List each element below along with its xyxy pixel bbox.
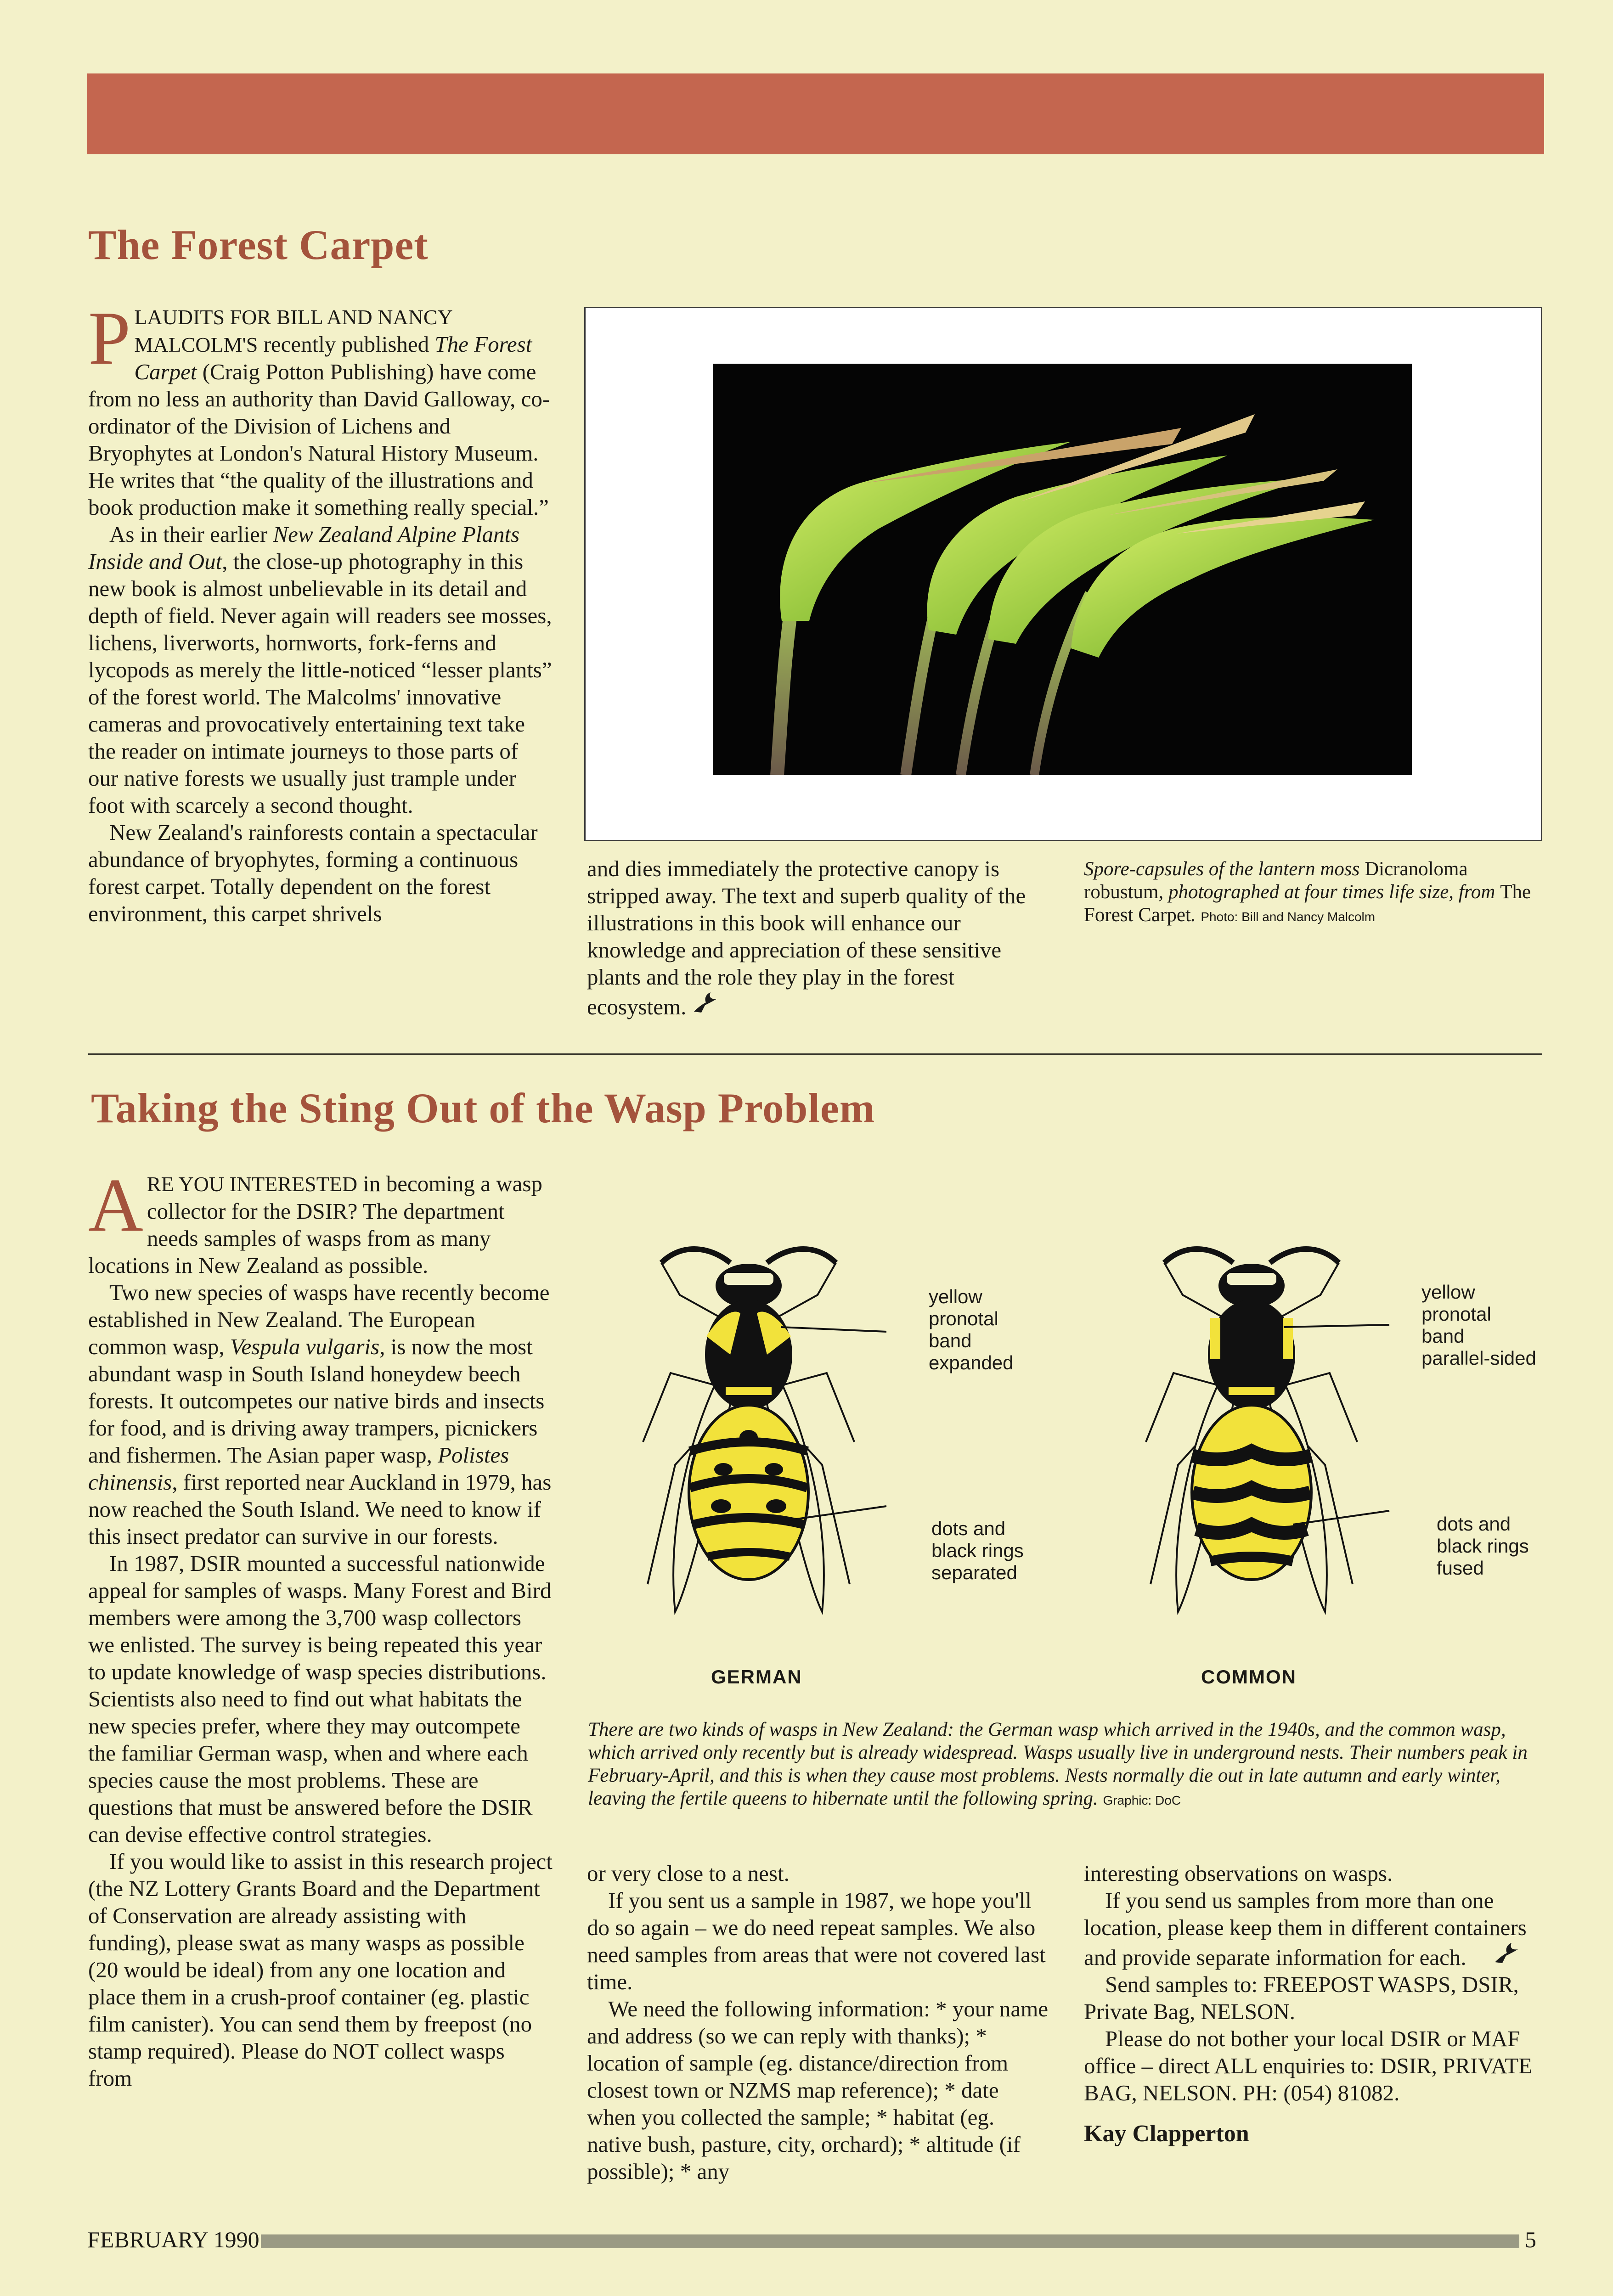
german-wasp-drawing <box>643 1249 886 1612</box>
paragraph: Send samples to: FREEPOST WASPS, DSIR, Private Bag, NELSON. <box>1084 1972 1519 2024</box>
wasp-diagram <box>588 1235 1543 1704</box>
paragraph: Please do not bother your local DSIR or MAF office – direct ALL enquiries to: DSIR, PRIVATE BAG, NELSON. PH: (054) 81082. <box>1084 2026 1533 2105</box>
graphic-credit: Graphic: DoC <box>1103 1793 1181 1807</box>
article-title: Taking the Sting Out of the Wasp Problem <box>91 1085 875 1131</box>
issue-date: FEBRUARY 1990 <box>87 2227 259 2252</box>
german-wasp-label: GERMAN <box>711 1666 802 1688</box>
article-title: The Forest Carpet <box>88 221 429 268</box>
paragraph: If you would like to assist in this research project (the NZ Lottery Grants Board and the Department of Conservation are already assisting with funding), please swat as many wasps as possible (20 would be ideal) from any one location and place them in a crush-proof container (eg. plastic film canister). You can send them by freepost (no stamp required). Please do NOT collect wasps from <box>88 1849 553 2091</box>
paragraph: New Zealand's rainforests contain a spectacular abundance of bryophytes, forming a continuous forest carpet. Totally dependent on the forest environment, this carpet shrivels <box>88 820 538 926</box>
common-wasp-drawing <box>1146 1249 1389 1612</box>
top-banner <box>87 73 1544 154</box>
common-abdomen-label: dots and black rings fused <box>1437 1513 1529 1579</box>
paragraph: If you sent us a sample in 1987, we hope you'll do so again – we do need repeat samples. We also need samples from areas that were not covered last time. <box>587 1888 1046 1994</box>
book-title: New Zealand Alpine Plants Inside and Out <box>88 522 520 574</box>
species-name: Vespula vulgaris, <box>230 1334 385 1359</box>
article-column <box>587 855 1051 1020</box>
article-column <box>587 1860 1051 2185</box>
paragraph: We need the following information: * your name and address (so we can reply with thanks); * location of sample (eg. distance/direction from closest town or NZMS map reference); * date when you collected the sample; * habitat (eg. native bush, pasture, city, orchard); * altitude (if possible); * any <box>587 1996 1049 2184</box>
paragraph: In 1987, DSIR mounted a successful nationwide appeal for samples of wasps. Many Forest and Bird members were among the 3,700 wasp collectors we enlisted. The survey is being repeated this year to update knowledge of wasp species distributions. Scientists also need to find out what habitats the new species prefer, where they may outcompete the familiar German wasp, when and where each species cause the most problems. These are questions that must be answered before the DSIR can devise effective control strategies. <box>88 1551 552 1847</box>
moss-photo <box>713 364 1412 775</box>
paragraph: PLAUDITS FOR BILL AND NANCY MALCOLM'S recently published The Forest Carpet (Craig Potton Publishing) have come from no less an authority than David Galloway, co-ordinator of the Division of Lichens and Bryophytes at London's Natural History Museum. He writes that “the quality of the illustrations and book production make it something really special.” <box>88 296 550 520</box>
diagram-caption: There are two kinds of wasps in New Zealand: the German wasp which arrived in the 1940s, and the common wasp, which arrived only recently but is already widespread. Wasps usually live in underground nests. Their numbers peak in February-April, and this is when they cause most problems. Nests normally die out in late autumn and early winter, leaving the fertile queens to hibernate until the following spring. Graphic: DoC <box>588 1719 1528 1809</box>
paragraph: ARE YOU INTERESTED in becoming a wasp collector for the DSIR? The department needs samples of wasps from as many locations in New Zealand as possible. <box>88 1163 542 1278</box>
common-pronotal-label: yellow pronotal band parallel-sided <box>1421 1281 1536 1369</box>
photo-caption: Spore-capsules of the lantern moss Dicranoloma robustum, photographed at four times life size, from The Forest Carpet. Photo: Bill and Nancy Malcolm <box>1084 858 1531 926</box>
bird-end-mark-icon <box>692 990 719 1020</box>
paragraph: If you send us samples from more than one location, please keep them in different containers and provide separate information for each. <box>1084 1888 1527 1970</box>
article-column <box>88 1163 553 2092</box>
bird-end-mark-icon <box>1472 1941 1520 1971</box>
species-name: Polistes chinensis <box>88 1442 509 1495</box>
german-pronotal-label: yellow pronotal band expanded <box>929 1286 1014 1373</box>
drop-cap: A <box>88 1163 143 1247</box>
common-wasp-label: COMMON <box>1201 1666 1297 1688</box>
book-title: The Forest Carpet <box>134 332 532 384</box>
paragraph: As in their earlier New Zealand Alpine Plants Inside and Out, the close-up photography in this new book is almost unbelievable in its detail and depth of field. Never again will readers see mosses, lichens, liverworts, hornworts, fork-ferns and lycopods as merely the little-noticed “lesser plants” of the forest world. The Malcolms' innovative cameras and provocatively entertaining text take the reader on intimate journeys to those parts of our native forests we usually just trample under foot with scarcely a second thought. <box>88 522 552 818</box>
german-abdomen-label: dots and black rings separated <box>931 1518 1024 1583</box>
moss-capsules-image <box>713 364 1412 775</box>
paragraph: Two new species of wasps have recently become established in New Zealand. The European common wasp, Vespula vulgaris, is now the most abundant wasp in South Island honeydew beech forests. It outcompetes our native birds and insects for food, and is driving away trampers, picnickers and fishermen. The Asian paper wasp, Polistes chinensis, first reported near Auckland in 1979, has now reached the South Island. We need to know if this insect predator can survive in our forests. <box>88 1280 552 1549</box>
wasp-illustrations <box>588 1235 1543 1667</box>
article-column <box>88 296 552 927</box>
paragraph: or very close to a nest. <box>587 1861 790 1886</box>
paragraph: and dies immediately the protective canopy is stripped away. The text and superb quality of the illustrations in this book will enhance our knowledge and appreciation of these sensitive plants and the role they play in the forest ecosystem. <box>587 856 1026 1019</box>
article-column <box>1084 1860 1543 2147</box>
paragraph: interesting observations on wasps. <box>1084 1861 1393 1886</box>
drop-cap: P <box>88 296 131 380</box>
footer-bar <box>261 2234 1519 2248</box>
lead-in: LAUDITS FOR BILL AND NANCY MALCOLM'S <box>134 305 452 356</box>
photo-credit: Photo: Bill and Nancy Malcolm <box>1201 910 1376 924</box>
section-divider <box>88 1053 1542 1055</box>
page-number: 5 <box>1525 2227 1536 2252</box>
lead-in: RE YOU INTERESTED <box>147 1172 358 1196</box>
author-byline: Kay Clapperton <box>1084 2121 1249 2147</box>
